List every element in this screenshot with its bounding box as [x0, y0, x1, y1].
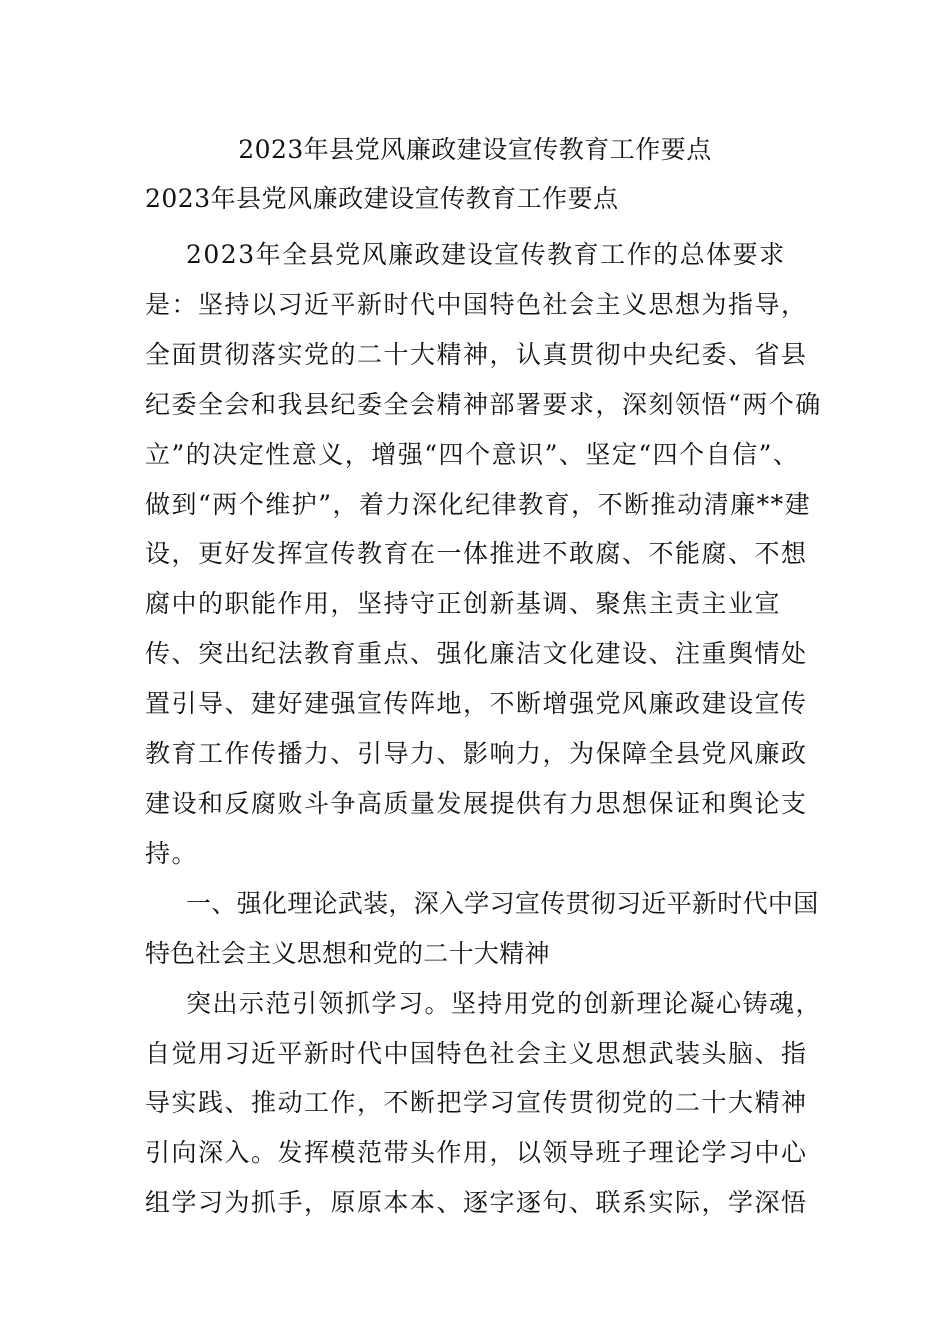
- document-title: 2023年县党风廉政建设宣传教育工作要点: [238, 135, 712, 164]
- document-body: [145, 230, 825, 1228]
- section-heading-one: 一、强化理论武装，深入学习宣传贯彻习近平新时代中国特色社会主义思想和党的二十大精神: [145, 888, 819, 968]
- document-subtitle: 2023年县党风廉政建设宣传教育工作要点: [145, 184, 619, 213]
- paragraph-general-requirements: 2023年全县党风廉政建设宣传教育工作的总体要求是：坚持以习近平新时代中国特色社会主义思想为指导，全面贯彻落实党的二十大精神，认真贯彻中央纪委、省县纪委全会和我县纪委全会精神部署要求，深刻领悟“两个确立”的决定性意义，增强“四个意识”、坚定“四个自信”、做到“两个维护”，着力深化纪律教育，不断推动清廉**建设，更好发挥宣传教育在一体推进不敢腐、不能腐、不想腐中的职能作用，坚持守正创新基调、聚焦主责主业宣传、突出纪法教育重点、强化廉洁文化建设、注重舆情处置引导、建好建强宣传阵地，不断增强党风廉政建设宣传教育工作传播力、引导力、影响力，为保障全县党风廉政建设和反腐败斗争高质量发展提供有力思想保证和舆论支持。: [145, 240, 822, 868]
- paragraph-study-leadership: 突出示范引领抓学习。坚持用党的创新理论凝心铸魂，自觉用习近平新时代中国特色社会主义思想武装头脑、指导实践、推动工作，不断把学习宣传贯彻党的二十大精神引向深入。发挥模范带头作用，以领导班子理论学习中心组学习为抓手，原原本本、逐字逐句、联系实际，学深悟: [145, 988, 823, 1218]
